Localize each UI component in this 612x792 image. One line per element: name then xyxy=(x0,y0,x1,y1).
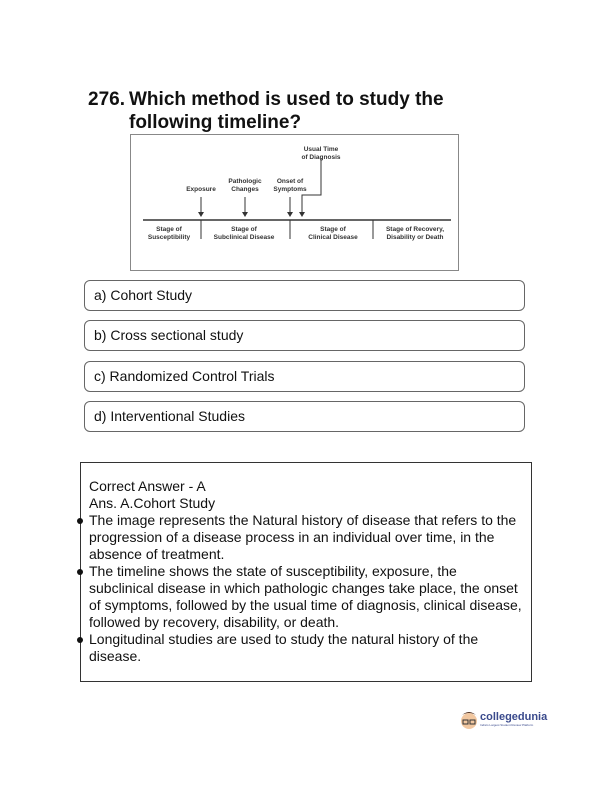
question-number: 276. xyxy=(88,89,125,110)
logo-brand: collegedunia xyxy=(480,711,548,723)
event-diagnosis: of Diagnosis xyxy=(301,154,341,161)
question-line-2: following timeline? xyxy=(129,112,302,133)
question-line-1: Which method is used to study the xyxy=(129,89,444,110)
stage-4-l1: Stage of Recovery, xyxy=(385,226,445,233)
event-symptoms: Symptoms xyxy=(273,186,307,193)
explanation-list xyxy=(89,512,523,665)
event-pathologic: Pathologic xyxy=(228,178,262,185)
correct-answer: Correct Answer - A xyxy=(89,478,206,494)
option-a[interactable]: a) Cohort Study xyxy=(84,280,525,311)
stage-2-l2: Subclinical Disease xyxy=(213,234,275,241)
stage-2-l1: Stage of xyxy=(231,226,257,233)
logo-tagline: India's Largest Student Review Platform xyxy=(480,723,534,727)
explanation-bullet: The timeline shows the state of susceptibility, exposure, the subclinical disease in which pathologic changes take place, the onset of symptoms, followed by the usual time of diagnosis, clinical disease, followed by recovery, disability, or death. xyxy=(89,563,522,630)
event-onset: Onset of xyxy=(276,178,304,185)
mascot-icon xyxy=(458,707,480,731)
stage-1-l2: Susceptibility xyxy=(147,234,191,241)
question-title xyxy=(88,88,508,134)
event-exposure: Exposure xyxy=(186,186,216,193)
explanation-bullet: Longitudinal studies are used to study the natural history of the disease. xyxy=(89,631,523,665)
event-changes: Changes xyxy=(231,186,259,193)
option-b[interactable]: b) Cross sectional study xyxy=(84,320,525,351)
stage-3-l2: Clinical Disease xyxy=(308,234,358,241)
answer-box xyxy=(80,462,532,682)
stage-1-l1: Stage of xyxy=(156,226,182,233)
answer-line: Ans. A.Cohort Study xyxy=(89,495,216,511)
collegedunia-logo xyxy=(458,707,547,731)
stage-4-l2: Disability or Death xyxy=(386,234,444,241)
natural-history-diagram xyxy=(130,134,459,271)
stage-3-l1: Stage of xyxy=(320,226,346,233)
option-c[interactable]: c) Randomized Control Trials xyxy=(84,361,525,392)
event-usual-time: Usual Time xyxy=(303,146,339,153)
explanation-bullet: The image represents the Natural history of disease that refers to the progression of a disease process in an individual over time, in the absence of treatment. xyxy=(89,512,523,563)
option-d[interactable]: d) Interventional Studies xyxy=(84,401,525,432)
